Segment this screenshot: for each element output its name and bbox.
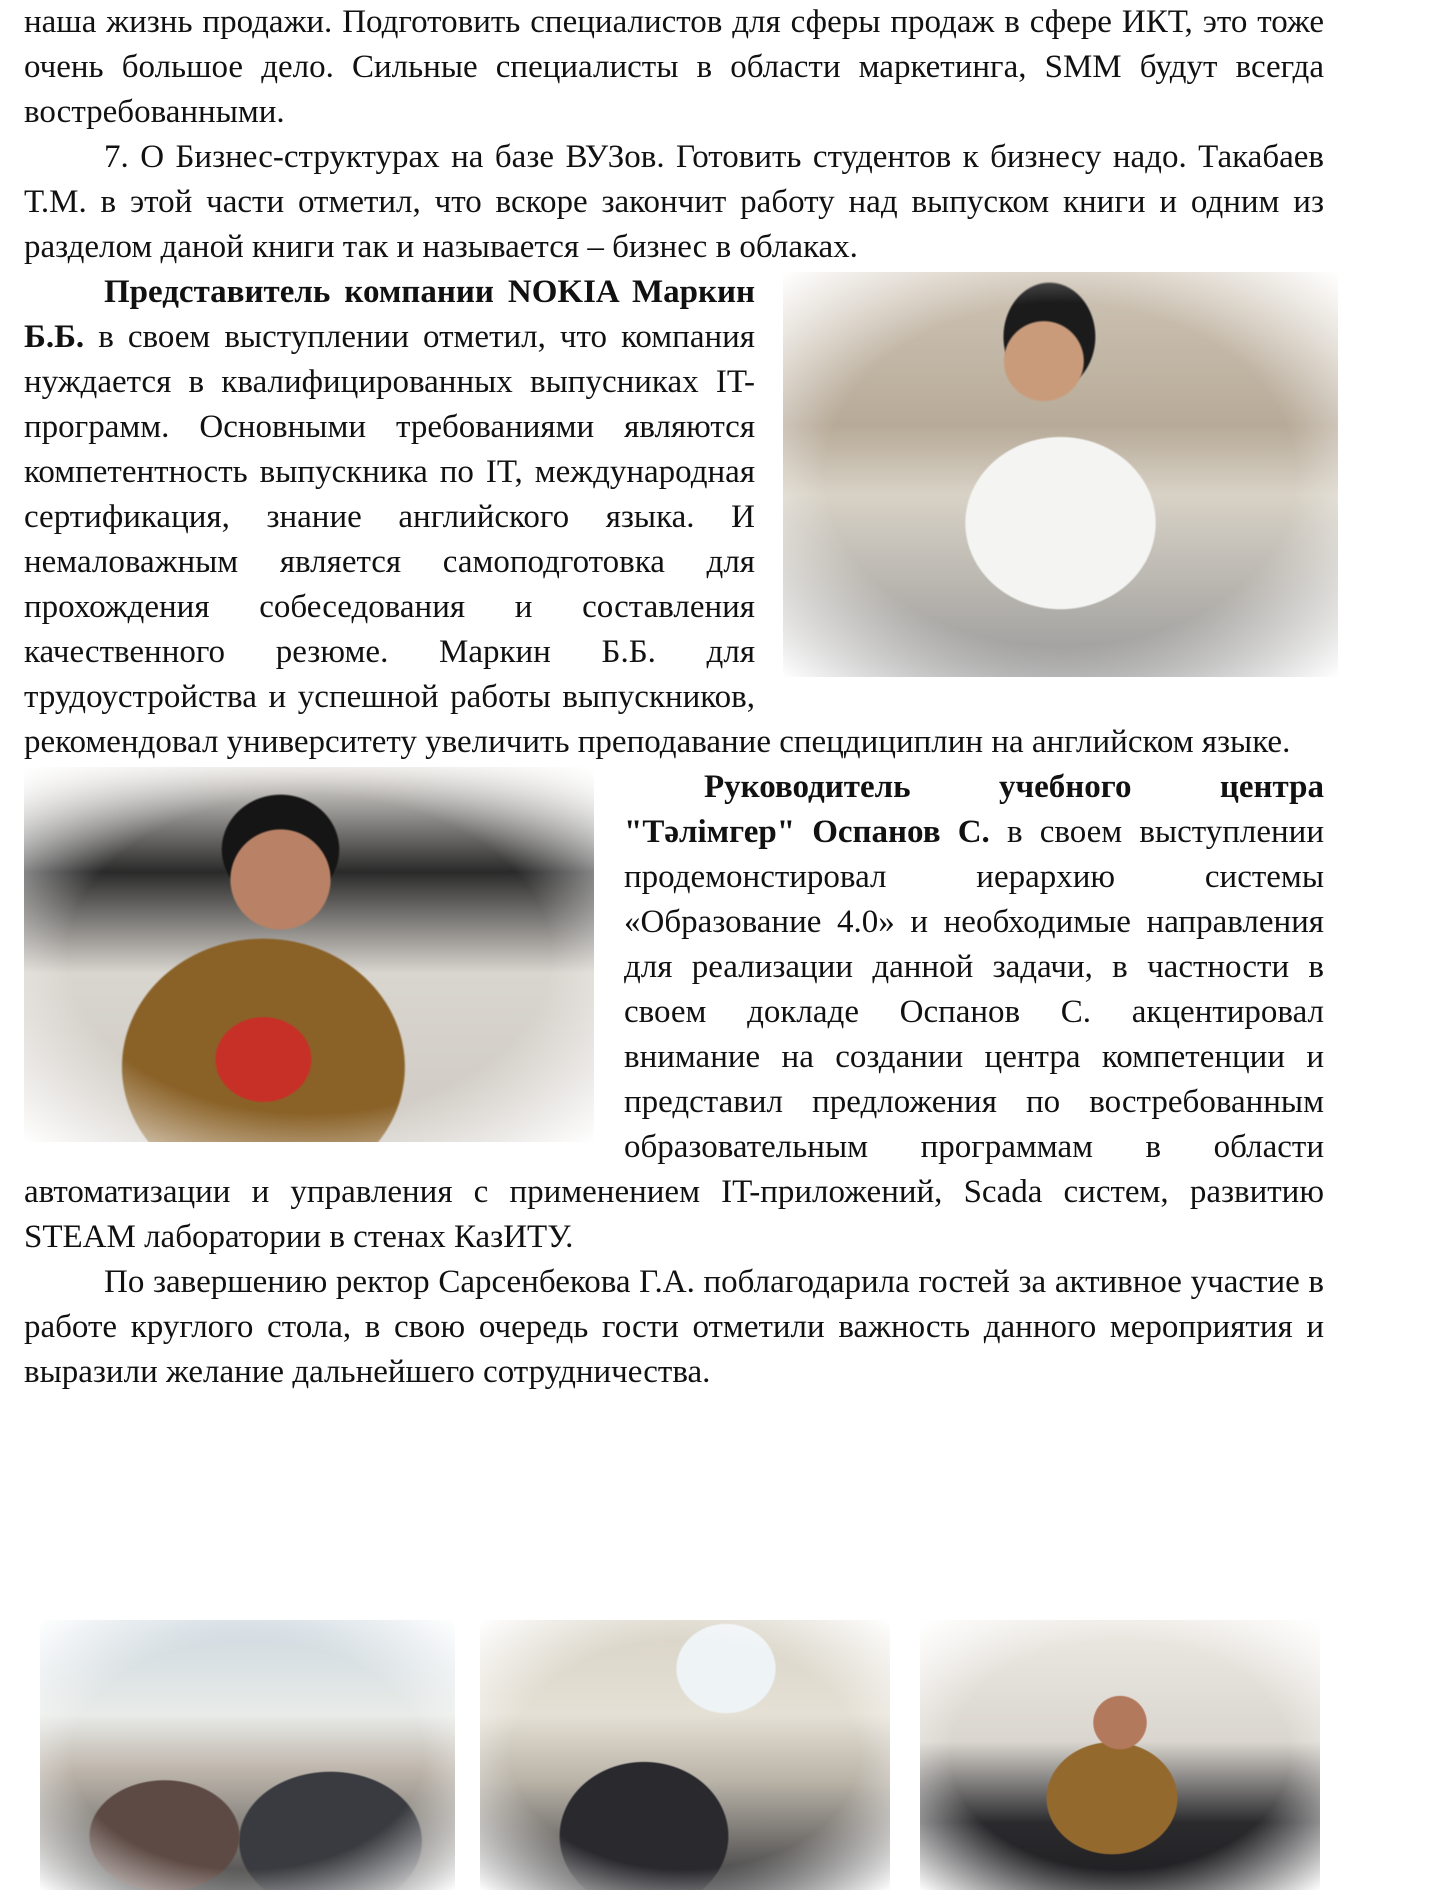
photo-nokia-speaker <box>783 272 1338 677</box>
document-page <box>24 0 1324 1395</box>
paragraph-conclusion: По завершению ректор Сарсенбекова Г.А. поблагодарила гостей за активное участие в работе круглого стола, в свою очередь гости отметили важность данного мероприятия и выразили желание дальнейшего сотрудничества. <box>24 1264 1324 1390</box>
nokia-speaker-heading: Представитель компании NOKIA Маркин Б.Б. <box>24 274 755 355</box>
photo-strip <box>40 1620 1320 1890</box>
photo-roundtable-hall <box>40 1620 455 1890</box>
paragraph-sales: наша жизнь продажи. Подготовить специалистов для сферы продаж в сфере ИКТ, это тоже очень большое дело. Сильные специалисты в области маркетинга, SMM будут всегда востребованными. <box>24 4 1324 130</box>
nokia-speaker-text: в своем выступлении отметил, что компания нуждается в квалифицированных выпусниках IT-программ. Основными требованиями являются компетентность выпускника по IT, международная сертификация, знание английского языка. И немаловажным является самоподготовка для прохождения собеседования и составления качественного резюме. Маркин Б.Б. для трудоустройства и успешной работы выпускников, рекомендовал университету увеличить преподавание спецдициплин на английском языке. <box>24 319 1291 760</box>
photo-talimger-speaker <box>24 767 594 1142</box>
photo-audience-presentation <box>480 1620 890 1890</box>
talimger-speaker-text: в своем выступлении продемонстировал иерархию системы «Образование 4.0» и необходимые направления для реализации данной задачи, в частности в своем докладе Оспанов С. акцентировал внимание на создании центра компетенции и представил предложения по востребованным образовательным программам в области автоматизации и управления с применением IT-приложений, Scada систем, развитию STEAM лаборатории в стенах КазИТУ. <box>24 814 1324 1255</box>
paragraph-business-structures: 7. О Бизнес-структурах на базе ВУЗов. Готовить студентов к бизнесу надо. Такабаев Т.М. в этой части отметил, что вскоре закончит работу над выпуском книги и одним из разделом даной книги так и называется – бизнес в облаках. <box>24 139 1324 265</box>
talimger-speaker-heading: Руководитель учебного центра "Тәлімгер" Оспанов С. <box>624 769 1324 850</box>
photo-speaker-at-table <box>920 1620 1320 1890</box>
